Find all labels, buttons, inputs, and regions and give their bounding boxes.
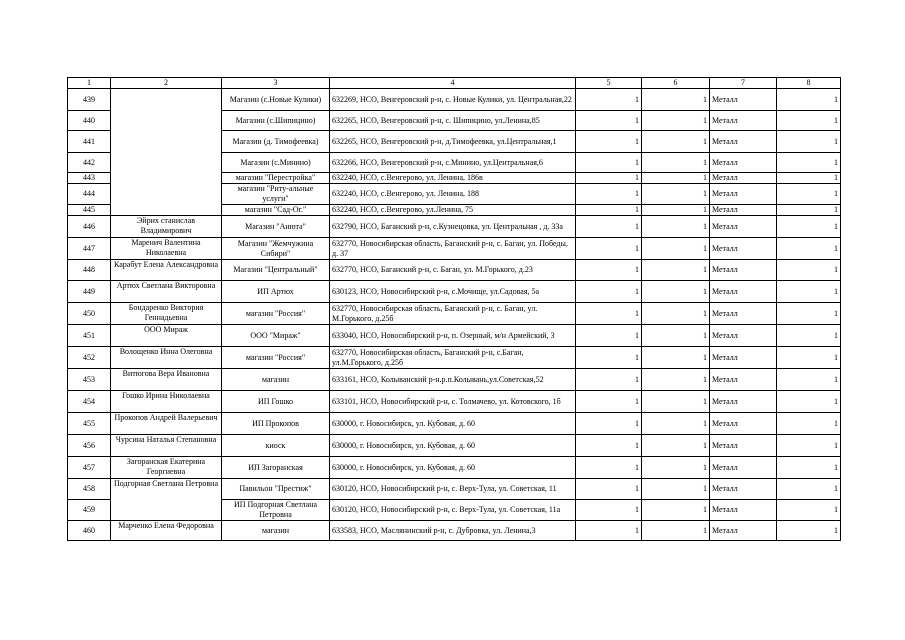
count-cell: 1 — [642, 111, 710, 131]
object-cell: ИП Прокопов — [222, 413, 330, 435]
table-row — [68, 260, 841, 281]
material-cell: Металл — [710, 303, 777, 325]
row-number-cell: 454 — [68, 391, 111, 413]
material-cell: Металл — [710, 260, 777, 281]
count-cell: 1 — [777, 303, 841, 325]
header-cell: 4 — [330, 78, 576, 89]
table-row — [68, 238, 841, 260]
object-cell: Павильон "Престиж" — [222, 479, 330, 500]
count-cell: 1 — [642, 479, 710, 500]
owner-cell: Маренич Валентина Николаевна — [111, 238, 222, 260]
material-cell: Металл — [710, 153, 777, 173]
count-cell: 1 — [777, 369, 841, 391]
count-cell: 1 — [777, 184, 841, 205]
count-cell: 1 — [642, 325, 710, 347]
material-cell: Металл — [710, 131, 777, 153]
count-cell: 1 — [777, 111, 841, 131]
owner-cell: Гошко Ирина Николаевна — [111, 391, 222, 413]
object-cell: магазин "Перестройка" — [222, 173, 330, 184]
material-cell: Металл — [710, 173, 777, 184]
address-cell: 633040, НСО, Новосибирский р-н, п. Озерный, м/н Армейский, 3 — [330, 325, 576, 347]
address-cell: 630123, НСО, Новосибирский р-н, с.Мочище, ул.Садовая, 5а — [330, 281, 576, 303]
row-number-cell: 459 — [68, 500, 111, 521]
address-cell: 632770, Новосибирская область, Баганский р-н, с.Баган, ул.М.Горького, д.25б — [330, 347, 576, 369]
count-cell: 1 — [642, 457, 710, 479]
count-cell: 1 — [576, 281, 642, 303]
row-number-cell: 452 — [68, 347, 111, 369]
count-cell: 1 — [642, 205, 710, 216]
owner-cell: Артюх Светлана Викторовна — [111, 281, 222, 303]
header-cell: 1 — [68, 78, 111, 89]
table-row — [68, 457, 841, 479]
count-cell: 1 — [777, 153, 841, 173]
count-cell: 1 — [642, 521, 710, 541]
object-cell: магазин "Сад-Ог." — [222, 205, 330, 216]
count-cell: 1 — [642, 89, 710, 111]
material-cell: Металл — [710, 281, 777, 303]
count-cell: 1 — [576, 369, 642, 391]
table-row — [68, 216, 841, 238]
material-cell: Металл — [710, 347, 777, 369]
count-cell: 1 — [777, 391, 841, 413]
count-cell: 1 — [576, 173, 642, 184]
count-cell: 1 — [777, 238, 841, 260]
material-cell: Металл — [710, 216, 777, 238]
count-cell: 1 — [777, 479, 841, 500]
address-cell: 632770, Новосибирская область, Баганский р-н, с. Баган, ул. М.Горького, д.25б — [330, 303, 576, 325]
row-number-cell: 458 — [68, 479, 111, 500]
row-number-cell: 445 — [68, 205, 111, 216]
table-row — [68, 89, 841, 111]
address-cell: 632240, НСО, с.Венгерово, ул.Ленина, 75 — [330, 205, 576, 216]
count-cell: 1 — [777, 347, 841, 369]
owner-cell: Загоранская Екатерина Георгиевна — [111, 457, 222, 479]
count-cell: 1 — [777, 435, 841, 457]
owner-cell: Эйрих станислав Владимирович — [111, 216, 222, 238]
address-cell: 630120, НСО, Новосибирский р-н, с. Верх-Тула, ул. Советская, 11 — [330, 479, 576, 500]
object-cell: магазин "Россия" — [222, 347, 330, 369]
row-number-cell: 447 — [68, 238, 111, 260]
count-cell: 1 — [576, 89, 642, 111]
count-cell: 1 — [777, 521, 841, 541]
count-cell: 1 — [576, 435, 642, 457]
owner-cell: Подгорная Светлана Петровна — [111, 479, 222, 521]
count-cell: 1 — [642, 391, 710, 413]
table-row — [68, 325, 841, 347]
material-cell: Металл — [710, 479, 777, 500]
object-cell: магазин "Россия" — [222, 303, 330, 325]
count-cell: 1 — [642, 153, 710, 173]
address-cell: 632265, НСО, Венгеровский р-н, с. Шипицино, ул.Ленина,85 — [330, 111, 576, 131]
count-cell: 1 — [642, 238, 710, 260]
owner-cell: Бондаренко Виктория Геннадьевна — [111, 303, 222, 325]
table-row — [68, 281, 841, 303]
row-number-cell: 444 — [68, 184, 111, 205]
address-cell: 632240, НСО, с.Венгерово, ул. Ленина, 186в — [330, 173, 576, 184]
owner-cell: Волощенко Инна Олеговна — [111, 347, 222, 369]
row-number-cell: 451 — [68, 325, 111, 347]
address-cell: 630000, г. Новосибирск, ул. Кубовая, д. 60 — [330, 413, 576, 435]
address-cell: 632790, НСО, Баганский р-н, с.Кузнецовка, ул. Центральная , д. 33а — [330, 216, 576, 238]
count-cell: 1 — [576, 184, 642, 205]
header-cell: 5 — [576, 78, 642, 89]
object-cell: ИП Гошко — [222, 391, 330, 413]
count-cell: 1 — [642, 303, 710, 325]
material-cell: Металл — [710, 500, 777, 521]
material-cell: Металл — [710, 184, 777, 205]
header-cell: 8 — [777, 78, 841, 89]
count-cell: 1 — [576, 260, 642, 281]
material-cell: Металл — [710, 413, 777, 435]
count-cell: 1 — [642, 413, 710, 435]
address-cell: 632770, Новосибирская область, Баганский р-н, с. Баган, ул. Победы, д. 37 — [330, 238, 576, 260]
object-cell: Магазин "Центральный" — [222, 260, 330, 281]
count-cell: 1 — [777, 131, 841, 153]
header-cell: 3 — [222, 78, 330, 89]
row-number-cell: 446 — [68, 216, 111, 238]
count-cell: 1 — [576, 521, 642, 541]
object-cell: киоск — [222, 435, 330, 457]
count-cell: 1 — [642, 500, 710, 521]
material-cell: Металл — [710, 89, 777, 111]
owner-cell: Чурсина Наталья Степановна — [111, 435, 222, 457]
object-cell: ИП Артюх — [222, 281, 330, 303]
count-cell: 1 — [576, 391, 642, 413]
row-number-cell: 460 — [68, 521, 111, 541]
row-number-cell: 449 — [68, 281, 111, 303]
count-cell: 1 — [777, 281, 841, 303]
count-cell: 1 — [576, 347, 642, 369]
count-cell: 1 — [777, 457, 841, 479]
table-row — [68, 413, 841, 435]
object-cell: ИП Загоранская — [222, 457, 330, 479]
count-cell: 1 — [642, 173, 710, 184]
material-cell: Металл — [710, 435, 777, 457]
count-cell: 1 — [777, 325, 841, 347]
address-cell: 633583, НСО, Маслянинский р-н, с. Дубровка, ул. Ленина,3 — [330, 521, 576, 541]
row-number-cell: 456 — [68, 435, 111, 457]
address-cell: 633101, НСО, Новосибирский р-н, с. Толмачево, ул. Котовского, 1б — [330, 391, 576, 413]
count-cell: 1 — [777, 413, 841, 435]
header-cell: 6 — [642, 78, 710, 89]
material-cell: Металл — [710, 205, 777, 216]
row-number-cell: 455 — [68, 413, 111, 435]
owner-cell: Марченко Елена Федоровна — [111, 521, 222, 541]
object-cell: Магазин "Жемчужина Сибири" — [222, 238, 330, 260]
count-cell: 1 — [642, 435, 710, 457]
count-cell: 1 — [576, 205, 642, 216]
count-cell: 1 — [777, 500, 841, 521]
count-cell: 1 — [576, 131, 642, 153]
count-cell: 1 — [576, 153, 642, 173]
object-cell: ИП Подгорная Светлана Петровна — [222, 500, 330, 521]
object-cell: Магазин (с.Новые Кулики) — [222, 89, 330, 111]
owner-cell: Карабут Елена Александровна — [111, 260, 222, 281]
owner-cell — [111, 89, 222, 216]
material-cell: Металл — [710, 369, 777, 391]
material-cell: Металл — [710, 111, 777, 131]
address-cell: 632770, НСО, Баганский р-н, с. Баган, ул. М.Горького, д.23 — [330, 260, 576, 281]
material-cell: Металл — [710, 238, 777, 260]
row-number-cell: 439 — [68, 89, 111, 111]
row-number-cell: 453 — [68, 369, 111, 391]
count-cell: 1 — [642, 260, 710, 281]
count-cell: 1 — [576, 457, 642, 479]
table-row — [68, 479, 841, 500]
count-cell: 1 — [576, 479, 642, 500]
material-cell: Металл — [710, 457, 777, 479]
object-cell: Магазин (с.Минино) — [222, 153, 330, 173]
count-cell: 1 — [777, 205, 841, 216]
address-cell: 630120, НСО, Новосибирский р-н, с. Верх-Тула, ул. Советская, 11а — [330, 500, 576, 521]
material-cell: Металл — [710, 391, 777, 413]
table-row — [68, 391, 841, 413]
row-number-cell: 442 — [68, 153, 111, 173]
count-cell: 1 — [642, 281, 710, 303]
address-cell: 632240, НСО, с.Венгерово, ул. Ленина, 188 — [330, 184, 576, 205]
count-cell: 1 — [777, 173, 841, 184]
count-cell: 1 — [642, 216, 710, 238]
count-cell: 1 — [777, 216, 841, 238]
count-cell: 1 — [576, 216, 642, 238]
count-cell: 1 — [576, 238, 642, 260]
address-cell: 632266, НСО, Венгеровский р-н, с.Минино, ул.Центральная,6 — [330, 153, 576, 173]
table-row — [68, 347, 841, 369]
object-cell: магазин — [222, 369, 330, 391]
header-row — [68, 78, 841, 89]
count-cell: 1 — [576, 413, 642, 435]
row-number-cell: 443 — [68, 173, 111, 184]
count-cell: 1 — [642, 369, 710, 391]
address-cell: 632269, НСО, Венгеровский р-н, с. Новые Кулики, ул. Центральная,22 — [330, 89, 576, 111]
row-number-cell: 448 — [68, 260, 111, 281]
count-cell: 1 — [777, 260, 841, 281]
object-cell: Магазин "Анюта" — [222, 216, 330, 238]
object-cell: магазин — [222, 521, 330, 541]
owner-cell: Витюгова Вера Ивановна — [111, 369, 222, 391]
owner-cell: ООО Мираж — [111, 325, 222, 347]
row-number-cell: 441 — [68, 131, 111, 153]
header-cell: 2 — [111, 78, 222, 89]
object-cell: Магазин (д. Тимофеевка) — [222, 131, 330, 153]
address-cell: 632265, НСО, Венгеровский р-н, д.Тимофеевка, ул.Центральная,1 — [330, 131, 576, 153]
count-cell: 1 — [576, 111, 642, 131]
header-cell: 7 — [710, 78, 777, 89]
row-number-cell: 457 — [68, 457, 111, 479]
address-cell: 630000, г. Новосибирск, ул. Кубовая, д. 60 — [330, 435, 576, 457]
row-number-cell: 440 — [68, 111, 111, 131]
count-cell: 1 — [642, 347, 710, 369]
material-cell: Металл — [710, 521, 777, 541]
table-row — [68, 369, 841, 391]
material-cell: Металл — [710, 325, 777, 347]
address-cell: 633161, НСО, Колыванский р-н.р.п.Колывань,ул.Советская,52 — [330, 369, 576, 391]
address-cell: 630000, г. Новосибирск, ул. Кубовая, д. 60 — [330, 457, 576, 479]
object-cell: Магазин (с.Шипицино) — [222, 111, 330, 131]
object-cell: ООО "Мираж" — [222, 325, 330, 347]
count-cell: 1 — [576, 325, 642, 347]
count-cell: 1 — [576, 303, 642, 325]
table-row — [68, 303, 841, 325]
table-row — [68, 521, 841, 541]
owner-cell: Прокопов Андрей Валерьевич — [111, 413, 222, 435]
row-number-cell: 450 — [68, 303, 111, 325]
count-cell: 1 — [777, 89, 841, 111]
count-cell: 1 — [642, 131, 710, 153]
data-table — [67, 77, 841, 541]
table-row — [68, 435, 841, 457]
count-cell: 1 — [576, 500, 642, 521]
object-cell: магазин "Риту-альные услуги" — [222, 184, 330, 205]
count-cell: 1 — [642, 184, 710, 205]
